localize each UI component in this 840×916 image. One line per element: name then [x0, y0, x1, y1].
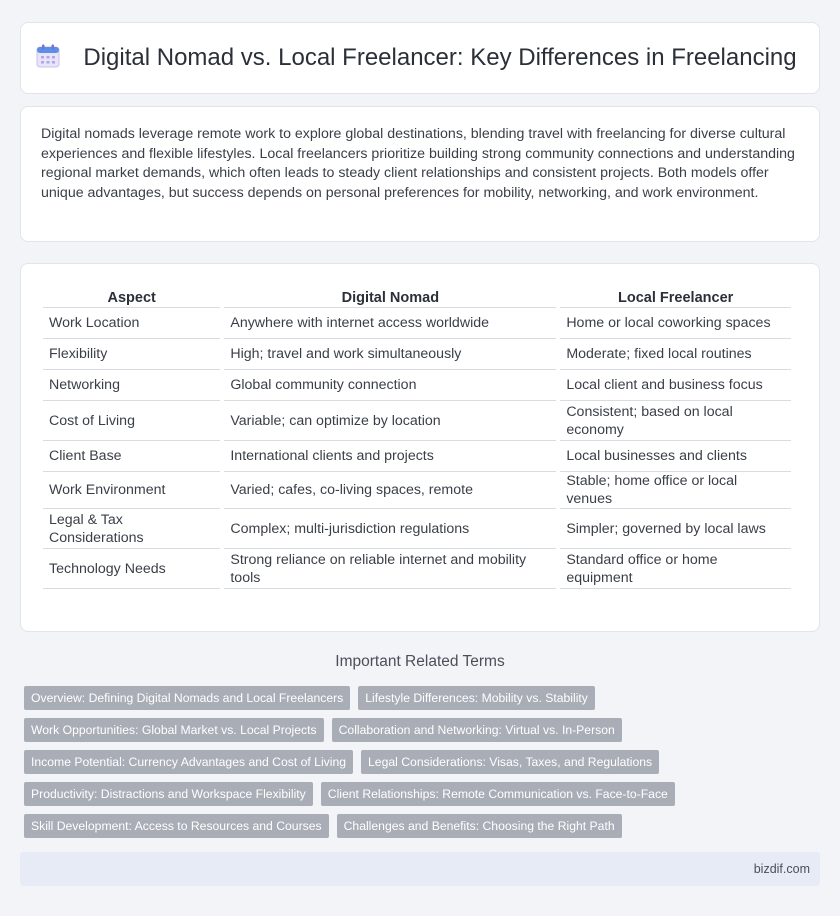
table-row	[43, 441, 791, 472]
related-terms-title: Important Related Terms	[335, 653, 505, 670]
local-freelancer-cell: Simpler; governed by local laws	[560, 509, 791, 549]
aspect-cell: Work Environment	[43, 472, 220, 509]
local-freelancer-cell: Local businesses and clients	[560, 441, 791, 472]
aspect-cell: Client Base	[43, 441, 220, 472]
comparison-table	[39, 284, 795, 589]
table-row	[43, 509, 791, 549]
intro-card	[20, 106, 820, 242]
related-term-tag[interactable]: Legal Considerations: Visas, Taxes, and Regulations	[361, 750, 659, 774]
table-header-row	[43, 284, 791, 308]
aspect-cell: Technology Needs	[43, 549, 220, 589]
column-header-local-freelancer: Local Freelancer	[560, 284, 791, 308]
related-term-tag[interactable]: Challenges and Benefits: Choosing the Right Path	[337, 814, 622, 838]
calendar-icon	[35, 43, 61, 74]
digital-nomad-cell: Variable; can optimize by location	[224, 401, 556, 441]
digital-nomad-cell: Global community connection	[224, 370, 556, 401]
related-term-tag[interactable]: Collaboration and Networking: Virtual vs. In-Person	[332, 718, 622, 742]
aspect-cell: Networking	[43, 370, 220, 401]
aspect-cell: Cost of Living	[43, 401, 220, 441]
aspect-cell: Work Location	[43, 308, 220, 339]
digital-nomad-cell: Complex; multi-jurisdiction regulations	[224, 509, 556, 549]
related-term-tag[interactable]: Productivity: Distractions and Workspace Flexibility	[24, 782, 313, 806]
related-term-tag[interactable]: Skill Development: Access to Resources and Courses	[24, 814, 329, 838]
table-row	[43, 549, 791, 589]
table-row	[43, 472, 791, 509]
related-term-tag[interactable]: Income Potential: Currency Advantages and Cost of Living	[24, 750, 353, 774]
local-freelancer-cell: Local client and business focus	[560, 370, 791, 401]
local-freelancer-cell: Consistent; based on local economy	[560, 401, 791, 441]
digital-nomad-cell: Varied; cafes, co-living spaces, remote	[224, 472, 556, 509]
table-row	[43, 339, 791, 370]
digital-nomad-cell: International clients and projects	[224, 441, 556, 472]
intro-paragraph: Digital nomads leverage remote work to explore global destinations, blending travel with freelancing for diverse cultural experiences and flexible lifestyles. Local freelancers prioritize building strong community connections and understanding regional market demands, which often leads to steady client relationships and consistent projects. Both models offer unique advantages, but success depends on personal preferences for mobility, networking, and work environment.	[41, 126, 795, 201]
digital-nomad-cell: High; travel and work simultaneously	[224, 339, 556, 370]
local-freelancer-cell: Standard office or home equipment	[560, 549, 791, 589]
related-term-tag[interactable]: Overview: Defining Digital Nomads and Local Freelancers	[24, 686, 350, 710]
digital-nomad-cell: Anywhere with internet access worldwide	[224, 308, 556, 339]
column-header-digital-nomad: Digital Nomad	[224, 284, 556, 308]
local-freelancer-cell: Home or local coworking spaces	[560, 308, 791, 339]
table-row	[43, 308, 791, 339]
column-header-aspect: Aspect	[43, 284, 220, 308]
related-term-tag[interactable]: Lifestyle Differences: Mobility vs. Stability	[358, 686, 595, 710]
footer	[20, 852, 820, 886]
aspect-cell: Legal & Tax Considerations	[43, 509, 220, 549]
aspect-cell: Flexibility	[43, 339, 220, 370]
page-title: Digital Nomad vs. Local Freelancer: Key Differences in Freelancing	[83, 44, 797, 71]
table-row	[43, 370, 791, 401]
local-freelancer-cell: Moderate; fixed local routines	[560, 339, 791, 370]
table-row	[43, 401, 791, 441]
header-card	[20, 22, 820, 94]
local-freelancer-cell: Stable; home office or local venues	[560, 472, 791, 509]
related-terms-list	[24, 686, 824, 846]
related-term-tag[interactable]: Client Relationships: Remote Communication vs. Face-to-Face	[321, 782, 675, 806]
footer-site-link[interactable]: bizdif.com	[753, 862, 810, 876]
related-term-tag[interactable]: Work Opportunities: Global Market vs. Local Projects	[24, 718, 324, 742]
comparison-table-card	[20, 263, 820, 632]
digital-nomad-cell: Strong reliance on reliable internet and mobility tools	[224, 549, 556, 589]
